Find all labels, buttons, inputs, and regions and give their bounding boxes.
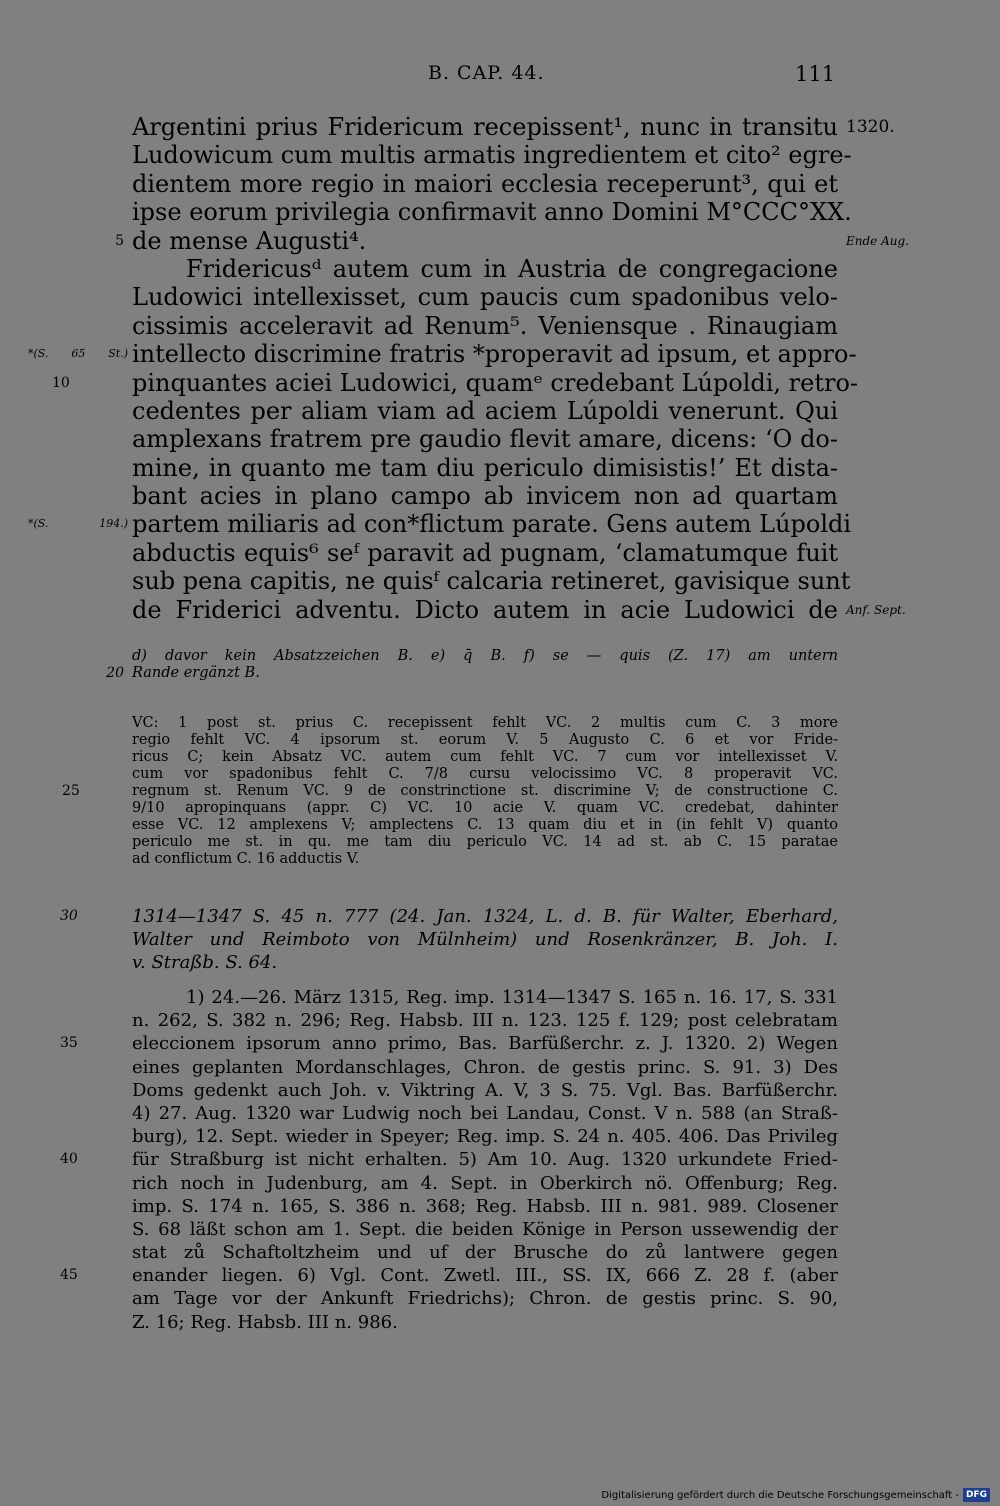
text-line (132, 715, 838, 732)
line-text: de mense Augusti⁴. (132, 226, 367, 255)
text-line (132, 1311, 838, 1334)
line-text: Rande ergänzt B. (132, 665, 260, 681)
text-line (132, 1056, 838, 1079)
line-text: VC: 1 post st. prius C. recepissent fehlt VC. 2 multis cum C. 3 more (132, 715, 838, 731)
text-line (28, 510, 852, 539)
line-text: mine, in quanto me tam diu periculo dimisistis!’ Et dista- (132, 453, 838, 482)
margin-date: Ende Aug. (846, 233, 909, 248)
line-text: v. Straßb. S. 64. (132, 952, 278, 974)
text-line (28, 340, 857, 369)
reference-note (60, 905, 838, 975)
text-line (132, 595, 906, 624)
line-number: 25 (62, 783, 80, 799)
variant-readings (62, 715, 838, 868)
line-text: regnum st. Renum VC. 9 de constrinctione st. discrimine V; de constructione C. (132, 783, 838, 799)
page-number: 111 (795, 62, 836, 86)
line-text: Fridericusᵈ autem cum in Austria de congregacione (186, 254, 838, 283)
line-text: Argentini prius Fridericum recepissent¹, nunc in transitu (132, 113, 838, 141)
text-line (132, 1195, 838, 1218)
line-text: Ludowicum cum multis armatis ingredientem et cito² egre- (132, 141, 852, 170)
line-text: sub pena capitis, ne quisᶠ calcaria retineret, gavisique sunt (132, 567, 851, 596)
text-line (52, 368, 859, 397)
line-text: Z. 16; Reg. Habsb. III n. 986. (132, 1311, 398, 1333)
line-number: 10 (52, 374, 70, 391)
text-line (60, 905, 838, 928)
line-number: 45 (60, 1267, 78, 1284)
text-line (132, 539, 838, 567)
line-text: intellecto discrimine fratris *properavit ad ipsum, et appro- (132, 340, 857, 369)
line-text: partem miliaris ad con*flictum parate. Gens autem Lúpoldi (132, 510, 852, 539)
line-text: stat zů Schaftoltzheim und uf der Brusche do zů lantwere gegen (132, 1242, 838, 1264)
line-text: dientem more regio in maiori ecclesia receperunt³, qui et (132, 169, 838, 198)
line-number: 5 (115, 232, 124, 249)
text-line (132, 834, 838, 851)
text-line (132, 1079, 838, 1102)
text-line (132, 1218, 838, 1241)
footer-credit (601, 1487, 990, 1503)
line-text: ad conflictum C. 16 adductis V. (132, 851, 360, 867)
line-text: 1314—1347 S. 45 n. 777 (24. Jan. 1324, L. d. B. für Walter, Eberhard, (132, 906, 838, 927)
line-text: n. 262, S. 382 n. 296; Reg. Habsb. III n. 123. 125 f. 129; post celebratam (132, 1010, 838, 1032)
line-text: esse VC. 12 amplexens V; amplectens C. 13 quam diu et in (in fehlt V) quanto (132, 817, 838, 833)
line-text: amplexans fratrem pre gaudio flevit amare, dicens: ‘O do- (132, 425, 838, 454)
line-text: 9/10 apropinquans (appr. C) VC. 10 acie V. quam VC. credebat, dahinter (132, 800, 838, 816)
text-line (60, 1148, 838, 1171)
text-line (132, 951, 838, 974)
text-line (132, 986, 838, 1009)
text-line (60, 1264, 838, 1287)
line-number: 20 (106, 665, 124, 681)
text-line (132, 800, 838, 817)
line-text: burg), 12. Sept. wieder in Speyer; Reg. imp. S. 24 n. 405. 406. Das Privileg (132, 1126, 838, 1148)
text-line (132, 283, 838, 311)
line-number: 35 (60, 1035, 78, 1052)
line-text: de Friderici adventu. Dicto autem in acie Ludowici de (132, 595, 838, 624)
line-text: periculo me st. in qu. me tam diu periculo VC. 14 ad st. ab C. 15 paratae (132, 834, 838, 850)
line-text: cedentes per aliam viam ad aciem Lúpoldi venerunt. Qui (132, 396, 838, 425)
text-line (132, 732, 838, 749)
text-line (115, 226, 909, 255)
text-line (132, 1241, 838, 1264)
line-text: imp. S. 174 n. 165, S. 386 n. 368; Reg. Habsb. III n. 981. 989. Closener (132, 1195, 838, 1217)
text-line (62, 783, 838, 800)
text-line (132, 817, 838, 834)
text-line (106, 665, 838, 682)
margin-date: Anf. Sept. (846, 602, 906, 617)
footer-text: Digitalisierung gefördert durch die Deutsche Forschungsgemeinschaft - (601, 1489, 959, 1501)
header-title: B. CAP. 44. (428, 62, 545, 84)
line-text: Walter und Reimboto von Mülnheim) und Rosenkränzer, B. Joh. I. (132, 929, 838, 951)
text-line (132, 1172, 838, 1195)
text-line (132, 113, 895, 141)
text-line (132, 567, 851, 596)
margin-reference: *(S. 65 St.) (28, 347, 128, 361)
line-text: regio fehlt VC. 4 ipsorum st. eorum V. 5 Augusto C. 6 et vor Fride- (132, 732, 838, 748)
line-text: eleccionem ipsorum anno primo, Bas. Barfüßerchr. z. J. 1320. 2) Wegen (132, 1033, 838, 1055)
line-text: cum vor spadonibus fehlt C. 7/8 cursu velocissimo VC. 8 properavit VC. (132, 766, 838, 782)
line-text: am Tage vor der Ankunft Friedrichs); Chron. de gestis princ. S. 90, (132, 1288, 838, 1310)
dfg-logo: DFG (963, 1488, 990, 1502)
line-text: enander liegen. 6) Vgl. Cont. Zwetl. III., SS. IX, 666 Z. 28 f. (aber (132, 1265, 838, 1287)
line-text: bant acies in plano campo ab invicem non ad quartam (132, 482, 838, 511)
text-line (132, 851, 838, 868)
text-line (132, 749, 838, 766)
text-line (132, 312, 838, 340)
line-text: ricus C; kein Absatz VC. autem cum fehlt VC. 7 cum vor intellexisset V. (132, 749, 838, 765)
apparatus-notes (106, 648, 838, 682)
line-text: für Straßburg ist nicht erhalten. 5) Am 10. Aug. 1320 urkundete Fried- (132, 1149, 838, 1171)
line-text: ipse eorum privilegia confirmavit anno Domini M°CCC°XX. (132, 198, 852, 227)
margin-reference: *(S. 194.) (28, 517, 128, 531)
line-text: 1) 24.—26. März 1315, Reg. imp. 1314—1347 S. 165 n. 16. 17, S. 331 (186, 987, 838, 1008)
text-line (132, 1287, 838, 1310)
line-text: abductis equis⁶ seᶠ paravit ad pugnam, ‘clamatumque fuit (132, 538, 838, 567)
text-line (132, 928, 838, 951)
text-line (132, 425, 838, 453)
line-text: 4) 27. Aug. 1320 war Ludwig noch bei Landau, Const. V n. 588 (an Straß- (132, 1102, 838, 1124)
line-text: eines geplanten Mordanschlages, Chron. de gestis princ. S. 91. 3) Des (132, 1056, 838, 1078)
footnotes (60, 986, 838, 1334)
text-line (132, 454, 838, 482)
line-text: d) davor kein Absatzzeichen B. e) q̄ B. f) se — quis (Z. 17) am untern (132, 648, 838, 664)
line-number: 30 (60, 908, 78, 924)
text-line (132, 1009, 838, 1032)
text-line (132, 1125, 838, 1148)
text-line (132, 1102, 838, 1125)
text-line (132, 141, 852, 170)
text-line (132, 198, 852, 227)
line-text: pinquantes aciei Ludowici, quamᵉ credebant Lúpoldi, retro- (132, 368, 859, 397)
text-line (132, 170, 838, 198)
text-line (132, 766, 838, 783)
line-text: Doms gedenkt auch Joh. v. Viktring A. V, 3 S. 75. Vgl. Bas. Barfüßerchr. (132, 1079, 838, 1101)
line-text: rich noch in Judenburg, am 4. Sept. in Oberkirch nö. Offenburg; Reg. (132, 1172, 838, 1194)
main-text (28, 113, 909, 624)
running-header (0, 62, 1000, 92)
margin-year: 1320. (846, 117, 895, 137)
text-line (60, 1032, 838, 1055)
line-text: Ludowici intellexisset, cum paucis cum spadonibus velo- (132, 283, 838, 312)
text-line (132, 255, 838, 283)
line-text: cissimis acceleravit ad Renum⁵. Veniensque . Rinaugiam (132, 311, 838, 340)
line-number: 40 (60, 1151, 78, 1168)
text-line (132, 648, 838, 665)
text-line (132, 397, 838, 425)
text-line (132, 482, 838, 510)
line-text: S. 68 läßt schon am 1. Sept. die beiden Könige in Person ussewendig der (132, 1218, 838, 1240)
